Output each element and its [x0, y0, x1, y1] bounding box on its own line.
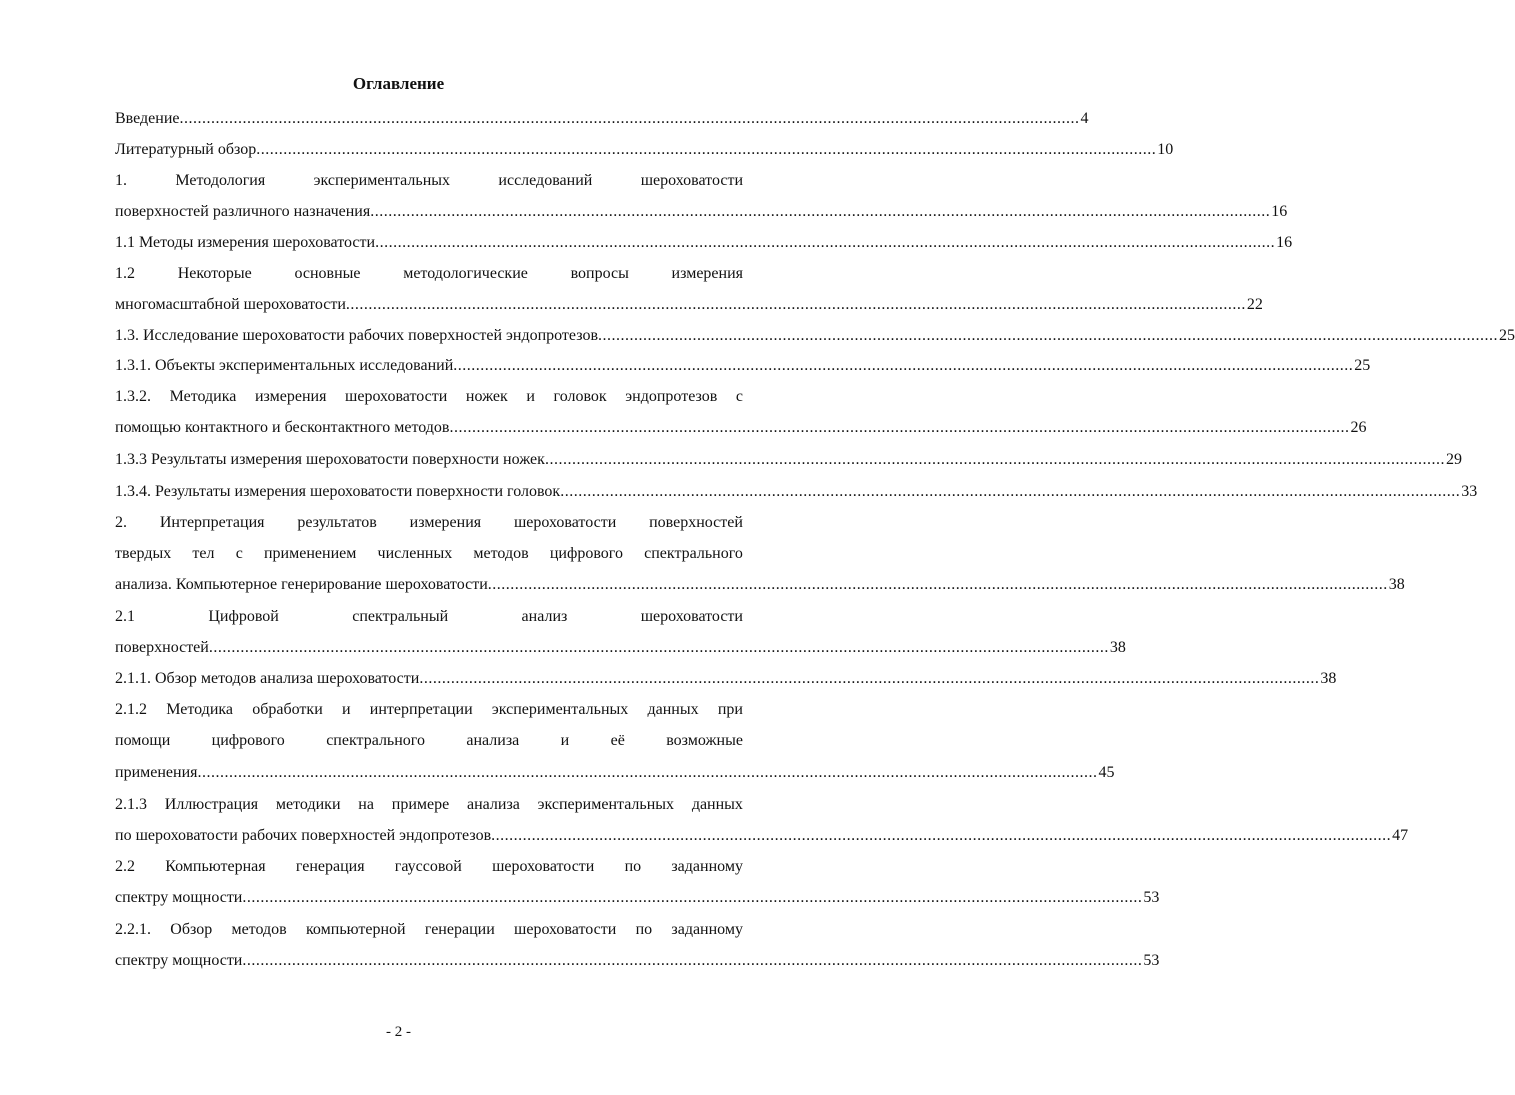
toc-word: Обзор — [170, 921, 213, 938]
toc-word: 2.1 — [115, 608, 135, 625]
toc-entry-title: помощью контактного и бесконтактного методов — [115, 419, 450, 436]
toc-word: шероховатости — [345, 388, 448, 405]
toc-entry-page: 33 — [1461, 483, 1478, 500]
toc-entry-title: 1.3. Исследование шероховатости рабочих поверхностей эндопротезов — [115, 327, 598, 344]
toc-entry — [115, 351, 1371, 381]
toc-entry — [115, 883, 1160, 913]
toc-line-justified — [115, 695, 743, 725]
toc-entry-title: 1.3.3 Результаты измерения шероховатости поверхности ножек — [115, 451, 545, 468]
toc-word: ножек — [465, 388, 508, 405]
toc-word: помощи — [115, 732, 171, 749]
toc-entry — [115, 570, 1405, 600]
page-title: Оглавление — [352, 74, 445, 93]
toc-dot-leader: ........................................................................................................................................................................................................ — [598, 327, 1498, 344]
toc-entry — [115, 758, 1115, 788]
toc-word: Интерпретация — [159, 514, 265, 531]
toc-word: анализ — [521, 608, 568, 625]
toc-word: 2.2.1. — [115, 921, 151, 938]
toc-entry — [115, 664, 1337, 694]
toc-word: интерпретации — [369, 701, 473, 718]
toc-dot-leader: ........................................................................................................................................................................................................ — [256, 141, 1157, 158]
toc-word: вопросы — [570, 265, 629, 282]
toc-entry-title: по шероховатости рабочих поверхностей эндопротезов — [115, 827, 492, 844]
toc-word: с — [735, 388, 743, 405]
toc-word: цифрового — [211, 732, 285, 749]
toc-word: 2.1.3 — [115, 796, 147, 813]
toc-dot-leader: ........................................................................................................................................................................................................ — [449, 419, 1350, 436]
toc-word: компьютерной — [305, 921, 406, 938]
toc-line-justified — [115, 259, 743, 289]
toc-word: 2.2 — [115, 858, 135, 875]
toc-word: тел — [192, 545, 215, 562]
toc-entry-page: 38 — [1320, 670, 1337, 687]
toc-word: поверхностей — [649, 514, 743, 531]
toc-word: спектрального — [644, 545, 743, 562]
toc-word: шероховатости — [514, 921, 617, 938]
toc-word: 1.3.2. — [115, 388, 151, 405]
toc-word: измерения — [409, 514, 482, 531]
toc-word: измерения — [671, 265, 743, 282]
toc-word: результатов — [297, 514, 377, 531]
toc-word: генерации — [424, 921, 495, 938]
toc-dot-leader: ........................................................................................................................................................................................................ — [345, 296, 1246, 313]
toc-entry-title: применения — [115, 764, 198, 781]
toc-entry — [115, 104, 1089, 134]
toc-word: гауссовой — [394, 858, 462, 875]
toc-word: методов — [473, 545, 529, 562]
toc-word: анализа — [466, 732, 520, 749]
toc-line-justified — [115, 790, 743, 820]
toc-entry-page: 16 — [1276, 234, 1293, 251]
toc-word: исследований — [498, 172, 593, 189]
toc-word: методов — [231, 921, 287, 938]
toc-dot-leader: ........................................................................................................................................................................................................ — [453, 357, 1354, 374]
toc-word: шероховатости — [513, 514, 617, 531]
toc-dot-leader: ........................................................................................................................................................................................................ — [208, 639, 1109, 656]
toc-entry — [115, 197, 1288, 227]
toc-word: и — [560, 732, 570, 749]
toc-word: Некоторые — [177, 265, 252, 282]
toc-word: численных — [377, 545, 453, 562]
toc-entry — [115, 321, 1515, 351]
toc-word: цифрового — [549, 545, 623, 562]
toc-word: Методика — [166, 701, 234, 718]
toc-entry — [115, 135, 1174, 165]
toc-dot-leader: ........................................................................................................................................................................................................ — [544, 451, 1445, 468]
toc-word: измерения — [254, 388, 327, 405]
toc-entry-title: многомасштабной шероховатости — [115, 296, 346, 313]
toc-word: 1. — [115, 172, 127, 189]
toc-entry-page: 10 — [1157, 141, 1174, 158]
toc-word: методологические — [403, 265, 528, 282]
toc-entry-page: 38 — [1109, 639, 1126, 656]
toc-word: по — [624, 858, 642, 875]
toc-word: шероховатости — [640, 608, 743, 625]
toc-entry-title: 1.1 Методы измерения шероховатости — [115, 234, 376, 251]
toc-entry-title: 1.3.4. Результаты измерения шероховатости поверхности головок — [115, 483, 561, 500]
toc-entry-title: поверхностей — [115, 639, 209, 656]
toc-entry-title: анализа. Компьютерное генерирование шероховатости — [115, 576, 488, 593]
toc-word: 2. — [115, 514, 127, 531]
toc-word: экспериментальных — [537, 796, 675, 813]
toc-entry-page: 47 — [1392, 827, 1409, 844]
toc-word: её — [610, 732, 625, 749]
toc-word: при — [717, 701, 743, 718]
toc-entry-title: спектру мощности — [115, 952, 243, 969]
toc-word: основные — [294, 265, 361, 282]
toc-entry-page: 29 — [1445, 451, 1462, 468]
toc-word: заданному — [671, 921, 743, 938]
toc-word: по — [635, 921, 653, 938]
toc-entry-title: 1.3.1. Объекты экспериментальных исследований — [115, 357, 454, 374]
toc-line-justified — [115, 166, 743, 196]
toc-line-justified — [115, 915, 743, 945]
toc-word: 1.2 — [115, 265, 135, 282]
toc-word: спектрального — [326, 732, 425, 749]
toc-entry-page: 45 — [1098, 764, 1115, 781]
toc-word: экспериментальных — [313, 172, 451, 189]
toc-entry — [115, 413, 1367, 443]
toc-entry-page: 53 — [1143, 889, 1160, 906]
toc-dot-leader: ........................................................................................................................................................................................................ — [375, 234, 1276, 251]
toc-entry-page: 16 — [1271, 203, 1288, 220]
toc-dot-leader: ........................................................................................................................................................................................................ — [560, 483, 1461, 500]
toc-entry-page: 38 — [1388, 576, 1405, 593]
toc-dot-leader: ........................................................................................................................................................................................................ — [370, 203, 1271, 220]
toc-word: спектральный — [352, 608, 449, 625]
toc-entry-title: Литературный обзор — [115, 141, 257, 158]
toc-word: заданному — [671, 858, 743, 875]
toc-word: шероховатости — [640, 172, 743, 189]
toc-word: Методика — [169, 388, 237, 405]
toc-entry — [115, 290, 1263, 320]
toc-entry-page: 4 — [1080, 110, 1089, 127]
toc-entry-page: 53 — [1143, 952, 1160, 969]
toc-word: генерация — [295, 858, 365, 875]
toc-word: анализа — [466, 796, 520, 813]
toc-line-justified — [115, 852, 743, 882]
toc-word: головок — [553, 388, 607, 405]
toc-word: Иллюстрация — [164, 796, 259, 813]
toc-entry-page: 25 — [1499, 327, 1515, 344]
toc-word: шероховатости — [492, 858, 595, 875]
toc-word: с — [235, 545, 243, 562]
toc-dot-leader: ........................................................................................................................................................................................................ — [242, 889, 1143, 906]
toc-entry — [115, 946, 1160, 976]
toc-line-justified — [115, 508, 743, 538]
toc-word: и — [526, 388, 535, 405]
toc-line-justified — [115, 539, 743, 569]
toc-dot-leader: ........................................................................................................................................................................................................ — [487, 576, 1388, 593]
toc-dot-leader: ........................................................................................................................................................................................................ — [197, 764, 1098, 781]
toc-entry-page: 25 — [1354, 357, 1371, 374]
toc-entry — [115, 445, 1462, 475]
toc-entry — [115, 228, 1293, 258]
toc-word: Цифровой — [208, 608, 279, 625]
toc-word: эндопротезов — [625, 388, 718, 405]
toc-word: примере — [391, 796, 450, 813]
toc-dot-leader: ........................................................................................................................................................................................................ — [419, 670, 1320, 687]
toc-word: применением — [263, 545, 357, 562]
toc-line-justified — [115, 382, 743, 412]
toc-line-justified — [115, 602, 743, 632]
toc-word: обработки — [252, 701, 323, 718]
toc-entry — [115, 821, 1409, 851]
toc-line-justified — [115, 726, 743, 756]
toc-entry-title: Введение — [115, 110, 180, 127]
toc-word: Методология — [175, 172, 266, 189]
toc-word: Компьютерная — [165, 858, 266, 875]
toc-word: методики — [275, 796, 341, 813]
toc-word: 2.1.2 — [115, 701, 147, 718]
toc-word: твердых — [115, 545, 172, 562]
toc-word: данных — [691, 796, 743, 813]
toc-entry — [115, 477, 1478, 507]
toc-word: на — [358, 796, 374, 813]
toc-word: экспериментальных — [491, 701, 629, 718]
toc-entry-page: 26 — [1350, 419, 1367, 436]
toc-entry-page: 22 — [1246, 296, 1263, 313]
toc-word: данных — [647, 701, 699, 718]
toc-entry-title: 2.1.1. Обзор методов анализа шероховатости — [115, 670, 420, 687]
toc-entry — [115, 633, 1126, 663]
toc-dot-leader: ........................................................................................................................................................................................................ — [179, 110, 1080, 127]
toc-dot-leader: ........................................................................................................................................................................................................ — [491, 827, 1392, 844]
toc-word: и — [341, 701, 351, 718]
toc-word: возможные — [666, 732, 743, 749]
toc-entry-title: спектру мощности — [115, 889, 243, 906]
toc-dot-leader: ........................................................................................................................................................................................................ — [242, 952, 1143, 969]
toc-entry-title: поверхностей различного назначения — [115, 203, 371, 220]
page-number: - 2 - — [386, 1024, 411, 1040]
